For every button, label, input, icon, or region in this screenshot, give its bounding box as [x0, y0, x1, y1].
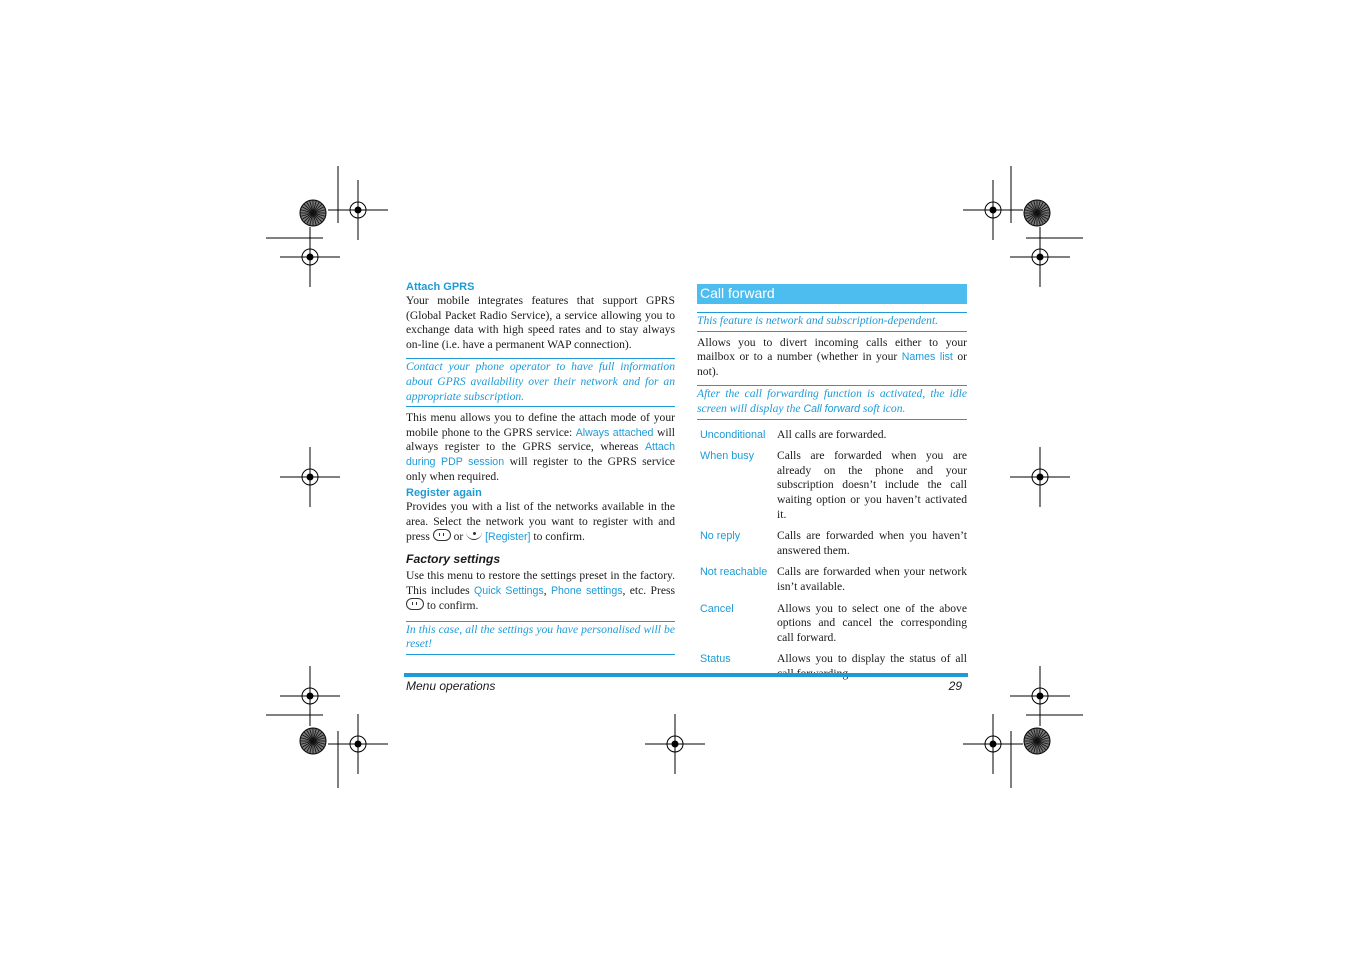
idle-screen-note: After the call forwarding function is activated, the idle screen will display the Call forward soft icon.: [697, 385, 967, 419]
quick-settings-link: Quick Settings: [473, 584, 544, 597]
navigation-key-icon: [466, 529, 482, 540]
option-row: [697, 529, 967, 558]
menu-key-icon: [433, 529, 451, 541]
option-row: [697, 652, 967, 681]
registration-starburst: [300, 200, 326, 226]
call-forward-options: [697, 428, 967, 682]
option-term: Status: [700, 653, 731, 666]
option-term: Not reachable: [700, 566, 768, 579]
registration-starburst: [1024, 200, 1050, 226]
registration-crosshair: [280, 447, 340, 507]
registration-crosshair: [280, 666, 340, 726]
call-forward-section-title: Call forward: [697, 284, 967, 304]
registration-crosshair: [963, 714, 1023, 774]
registration-starburst: [1024, 728, 1050, 754]
registration-crosshair: [328, 180, 388, 240]
option-term: Cancel: [700, 602, 734, 615]
register-again-heading: Register again: [406, 487, 482, 500]
option-term: Unconditional: [700, 428, 766, 441]
call-forward-intro: Allows you to divert incoming calls either to your mailbox or to a number (whether in your Names list or not).: [697, 335, 967, 378]
option-desc: Allows you to display the status of all: [777, 652, 967, 666]
phone-settings-link: Phone settings: [550, 584, 623, 597]
option-desc: Calls are forwarded when your network isn’t available.: [777, 565, 967, 593]
footer-rule: [404, 673, 968, 677]
page-number: 29: [948, 679, 962, 693]
option-row: [697, 428, 967, 443]
attach-gprs-body: Your mobile integrates features that support GPRS (Global Packet Radio Service), a service allowing you to exchange data with high speed rates and to stay always on-line (i.e. have a permanent WAP connection).: [406, 294, 675, 351]
option-term: No reply: [700, 530, 741, 543]
register-softkey-label: [Register]: [485, 531, 531, 544]
registration-crosshair: [1010, 227, 1070, 287]
attach-gprs-heading: Attach GPRS: [406, 281, 475, 293]
registration-crosshair: [645, 714, 705, 774]
option-row: [697, 602, 967, 646]
option-desc: Calls are forwarded when you haven’t answered them.: [777, 529, 967, 557]
names-list-link: Names list: [901, 351, 953, 364]
option-desc: Calls are forwarded when you are already on the phone and your subscription doesn’t include the call waiting option or you haven’t activated it.: [777, 449, 967, 521]
option-term: When busy: [700, 450, 755, 463]
option-row: [697, 565, 967, 594]
attach-mode-body: This menu allows you to define the attach mode of your mobile phone to the GPRS service: Always attached will always register to the GPRS service, whereas Attach during PDP session will register to the GPRS service only when required.: [406, 411, 675, 483]
right-column: [697, 284, 967, 688]
registration-crosshair: [1010, 666, 1070, 726]
reset-warning-note: In this case, all the settings you have personalised will be reset!: [406, 621, 675, 655]
menu-key-icon: [406, 598, 424, 610]
network-dependent-note: This feature is network and subscription-dependent.: [697, 312, 967, 332]
attach-during-pdp-option: Attach during PDP session: [406, 441, 675, 468]
registration-starburst: [300, 728, 326, 754]
option-desc: Allows you to select one of the above options and cancel the corresponding call forward.: [777, 601, 967, 644]
footer-section-name: Menu operations: [406, 679, 496, 693]
call-forward-icon-label: Call forward: [803, 402, 861, 415]
factory-settings-heading: Factory settings: [406, 551, 501, 566]
registration-crosshair: [280, 227, 340, 287]
option-desc: All calls are forwarded.: [777, 427, 887, 441]
always-attached-option: Always attached: [575, 426, 654, 439]
operator-note: Contact your phone operator to have full information about GPRS availability over their network and for an appropriate subscription.: [406, 358, 675, 407]
left-column: [406, 280, 675, 659]
registration-crosshair: [963, 180, 1023, 240]
registration-crosshair: [1010, 447, 1070, 507]
register-again-body: Provides you with a list of the networks available in the area. Select the network you want to register with and press or [Register] to confirm.: [406, 500, 675, 544]
registration-crosshair: [328, 714, 388, 774]
factory-settings-body: Use this menu to restore the settings preset in the factory. This includes Quick Settings, Phone settings, etc. Press to confirm.: [406, 568, 676, 613]
option-row: [697, 449, 967, 522]
